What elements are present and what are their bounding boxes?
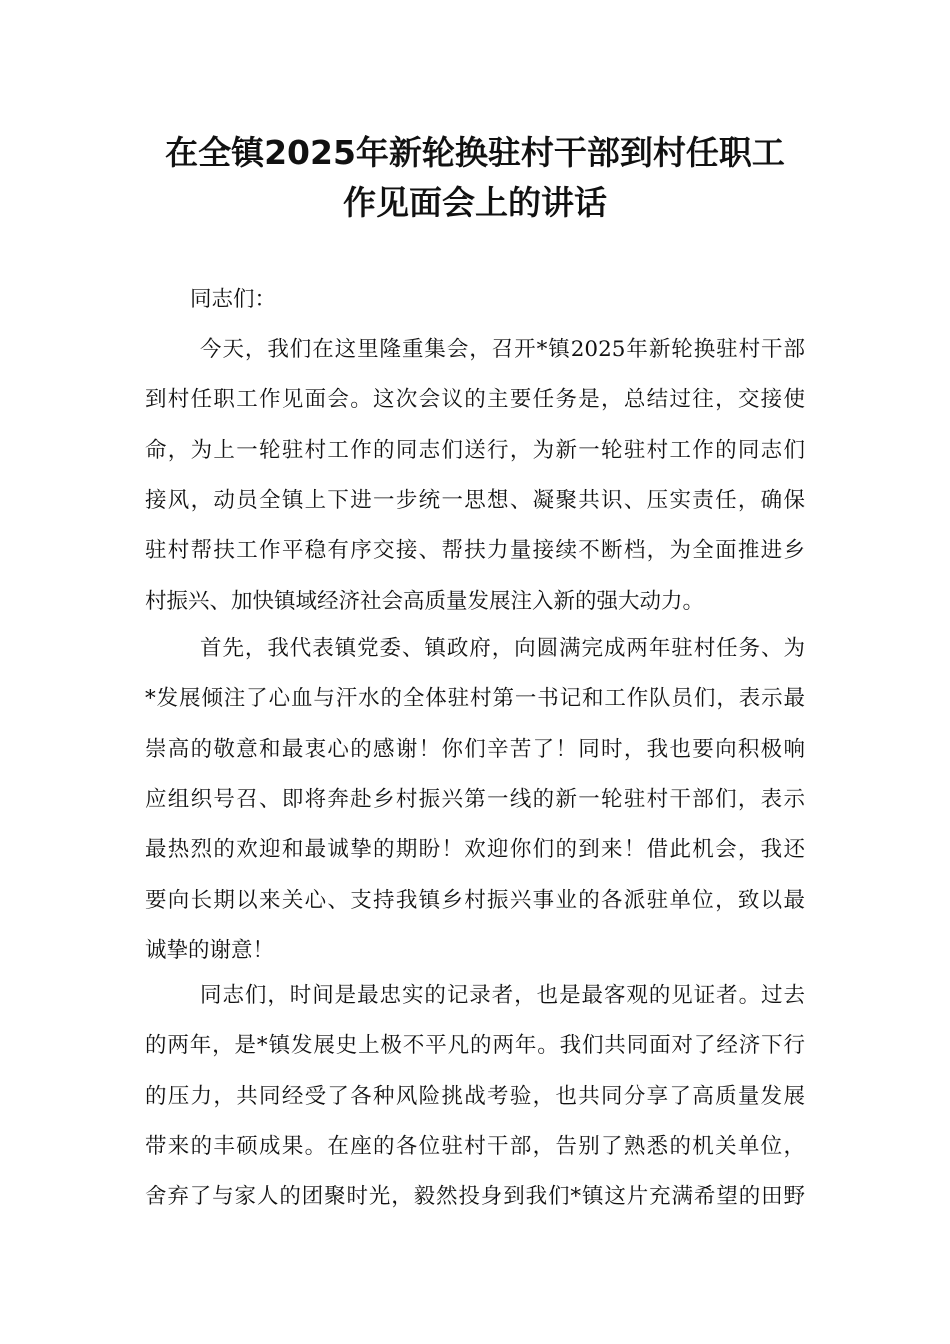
paragraph-3-line: 舍弃了与家人的团聚时光，毅然投身到我们*镇这片充满希望的田野: [145, 1184, 805, 1210]
document-title-line-1: 在全镇2025年新轮换驻村干部到村任职工: [165, 133, 785, 172]
paragraph-2-line: 首先，我代表镇党委、镇政府，向圆满完成两年驻村任务、为: [200, 636, 805, 661]
paragraph-2-line: 最热烈的欢迎和最诚挚的期盼！欢迎你们的到来！借此机会，我还: [145, 837, 805, 863]
paragraph-3-line: 带来的丰硕成果。在座的各位驻村干部，告别了熟悉的机关单位，: [145, 1133, 805, 1159]
paragraph-1-line: 驻村帮扶工作平稳有序交接、帮扶力量接续不断档，为全面推进乡: [145, 538, 805, 564]
paragraph-2-line: 要向长期以来关心、支持我镇乡村振兴事业的各派驻单位，致以最: [145, 887, 805, 913]
paragraph-3-line: 的压力，共同经受了各种风险挑战考验，也共同分享了高质量发展: [145, 1083, 805, 1109]
paragraph-2-line: 崇高的敬意和最衷心的感谢！你们辛苦了！同时，我也要向积极响: [145, 736, 805, 762]
paragraph-2-line: 诚挚的谢意！: [145, 937, 275, 963]
paragraph-3-line: 的两年，是*镇发展史上极不平凡的两年。我们共同面对了经济下行: [145, 1033, 805, 1059]
paragraph-2-line: 应组织号召、即将奔赴乡村振兴第一线的新一轮驻村干部们，表示: [145, 786, 805, 812]
paragraph-1-line: 命，为上一轮驻村工作的同志们送行，为新一轮驻村工作的同志们: [145, 437, 805, 463]
salutation: 同志们：: [190, 287, 277, 312]
paragraph-1-line: 村振兴、加快镇域经济社会高质量发展注入新的强大动力。: [145, 588, 705, 614]
paragraph-1-line: 今天，我们在这里隆重集会，召开*镇2025年新轮换驻村干部: [200, 337, 805, 362]
paragraph-3-line: 同志们，时间是最忠实的记录者，也是最客观的见证者。过去: [200, 983, 805, 1008]
paragraph-2-line: *发展倾注了心血与汗水的全体驻村第一书记和工作队员们，表示最: [145, 686, 805, 712]
document-title-line-2: 作见面会上的讲话: [343, 183, 607, 222]
paragraph-1-line: 到村任职工作见面会。这次会议的主要任务是，总结过往，交接使: [145, 387, 805, 413]
paragraph-1-line: 接风，动员全镇上下进一步统一思想、凝聚共识、压实责任，确保: [145, 487, 805, 513]
